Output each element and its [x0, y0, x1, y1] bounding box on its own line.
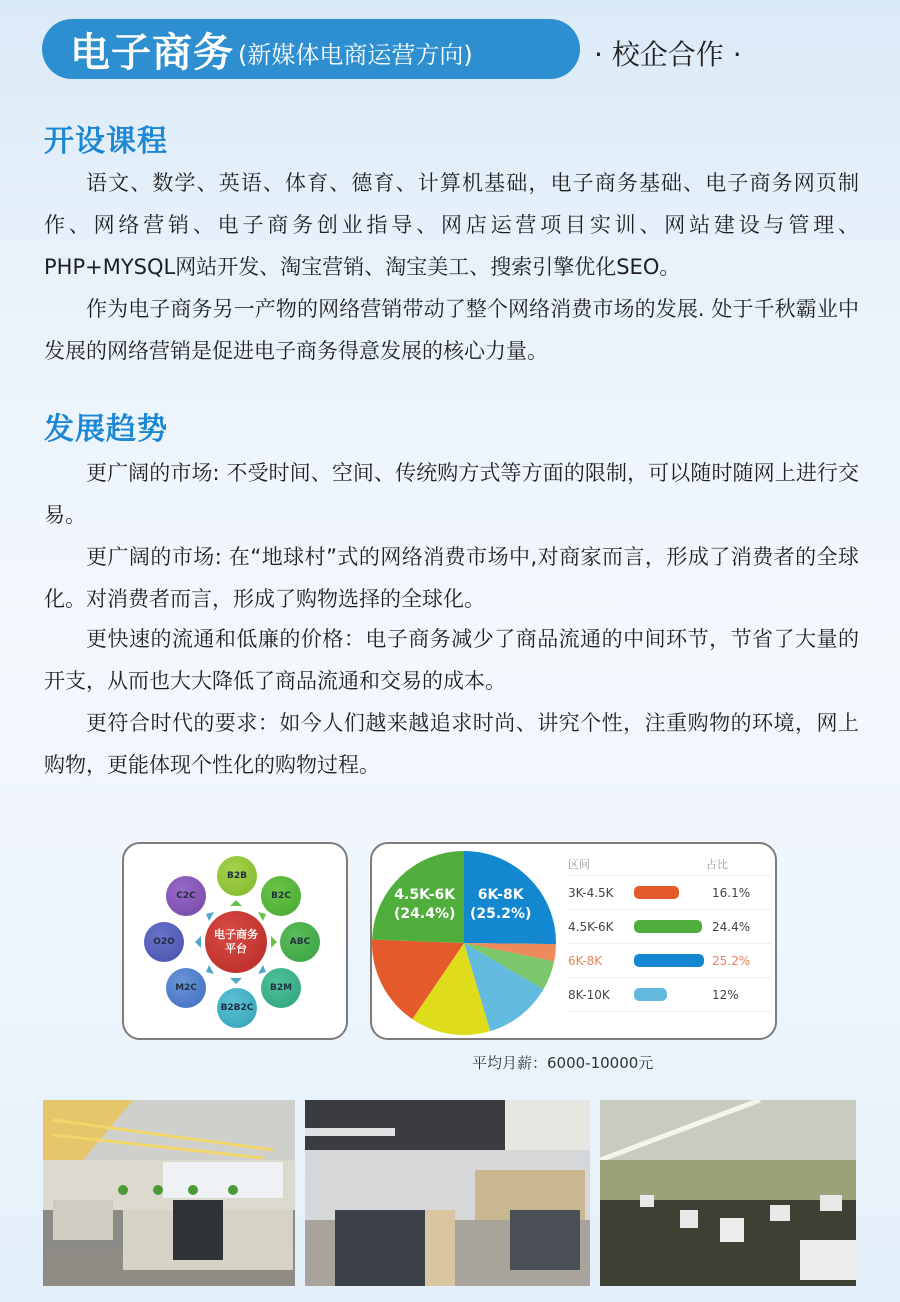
arrow-upleft-icon: [206, 912, 214, 921]
trends-paragraph-2: 更广阔的市场: 在“地球村”式的网络消费市场中,对商家而言，形成了消费者的全球化。对消费者而言，形成了购物选择的全球化。: [44, 545, 859, 611]
page-title: 电子商务: [70, 29, 234, 76]
center-node-line-1: 电子商务: [214, 928, 258, 941]
page-subtitle: (新媒体电商运营方向): [238, 40, 473, 69]
arrow-up-icon: [230, 900, 242, 906]
cooperation-tag: · 校企合作 ·: [594, 38, 742, 71]
pie-label-range: 4.5K-6K: [394, 887, 456, 903]
legend-bar-track: [634, 886, 706, 899]
courses-heading: 开设课程: [44, 124, 168, 159]
node-m2c: M2C: [166, 968, 206, 1008]
arrow-upright-icon: [258, 912, 266, 921]
trends-paragraph-4: 更符合时代的要求：如今人们越来越追求时尚、讲究个性，注重购物的环境，网上购物，更能体现个性化的购物过程。: [44, 711, 859, 777]
office-photo-2: [305, 1100, 590, 1286]
legend-header: [568, 852, 772, 876]
node-b2c: B2C: [261, 876, 301, 916]
legend-value: 16.1%: [712, 885, 751, 900]
pie-label-range: 6K-8K: [477, 887, 524, 903]
ecommerce-models-diagram: [122, 842, 348, 1040]
legend-range: 6K-8K: [568, 953, 603, 968]
pie-label-6k-8k: [470, 886, 531, 924]
trends-paragraph-1: 更广阔的市场: 不受时间、空间、传统购方式等方面的限制，可以随时随网上进行交易。: [44, 461, 859, 527]
page-header: [42, 18, 742, 80]
pie-label-4-5k-6k: [394, 886, 455, 924]
node-b2b2c: B2B2C: [217, 988, 257, 1028]
legend-bar-track: [634, 988, 706, 1001]
salary-legend-table: [568, 852, 772, 1012]
pie-label-percent: (25.2%): [470, 906, 532, 922]
legend-header-range: 区间: [568, 857, 590, 871]
legend-value: 12%: [712, 987, 739, 1002]
trends-heading: 发展趋势: [44, 412, 168, 447]
legend-header-ratio: 占比: [706, 857, 728, 871]
legend-bar-track: [634, 920, 706, 933]
arrow-left-icon: [195, 936, 201, 948]
legend-range: 3K-4.5K: [568, 885, 614, 900]
node-c2c: C2C: [166, 876, 206, 916]
legend-bar: [634, 920, 702, 933]
node-o2o: O2O: [144, 922, 184, 962]
node-b2b: B2B: [217, 856, 257, 896]
legend-range: 4.5K-6K: [568, 919, 614, 934]
legend-value: 24.4%: [712, 919, 751, 934]
legend-row: [568, 876, 772, 910]
legend-bar: [634, 886, 679, 899]
salary-pie-chart: [372, 850, 562, 1036]
title-pill: [42, 19, 580, 79]
center-node-line-2: 平台: [225, 942, 247, 955]
legend-range: 8K-10K: [568, 987, 610, 1002]
office-photo-1: [43, 1100, 295, 1286]
arrow-icons: [124, 844, 350, 1042]
legend-value: 25.2%: [712, 953, 751, 968]
arrow-down-icon: [230, 978, 242, 984]
courses-paragraph-2: 作为电子商务另一产物的网络营销带动了整个网络消费市场的发展. 处于千秋霸业中发展的网络营销是促进电子商务得意发展的核心力量。: [44, 297, 859, 363]
arrow-right-icon: [271, 936, 277, 948]
trends-paragraph-3: 更快速的流通和低廉的价格：电子商务减少了商品流通的中间环节，节省了大量的开支，从而也大大降低了商品流通和交易的成本。: [44, 627, 859, 693]
office-photo-3: [600, 1100, 856, 1286]
courses-paragraph-1: 语文、数学、英语、体育、德育、计算机基础，电子商务基础、电子商务网页制作、网络营销、电子商务创业指导、网店运营项目实训、网站建设与管理、PHP+MYSQL网站开发、淘宝营销、淘宝美工、搜索引擎优化SEO。: [44, 171, 859, 279]
pie-label-percent: (24.4%): [394, 906, 456, 922]
legend-bar: [634, 988, 667, 1001]
salary-chart-card: [370, 842, 777, 1040]
legend-row: [568, 910, 772, 944]
arrow-downright-icon: [258, 965, 266, 974]
legend-bar: [634, 954, 704, 967]
average-salary-note: 平均月薪：6000-10000元: [472, 1054, 654, 1072]
legend-bar-track: [634, 954, 706, 967]
arrow-downleft-icon: [206, 965, 214, 974]
node-b2m: B2M: [261, 968, 301, 1008]
legend-row: [568, 944, 772, 978]
legend-row: [568, 978, 772, 1012]
node-abc: ABC: [280, 922, 320, 962]
